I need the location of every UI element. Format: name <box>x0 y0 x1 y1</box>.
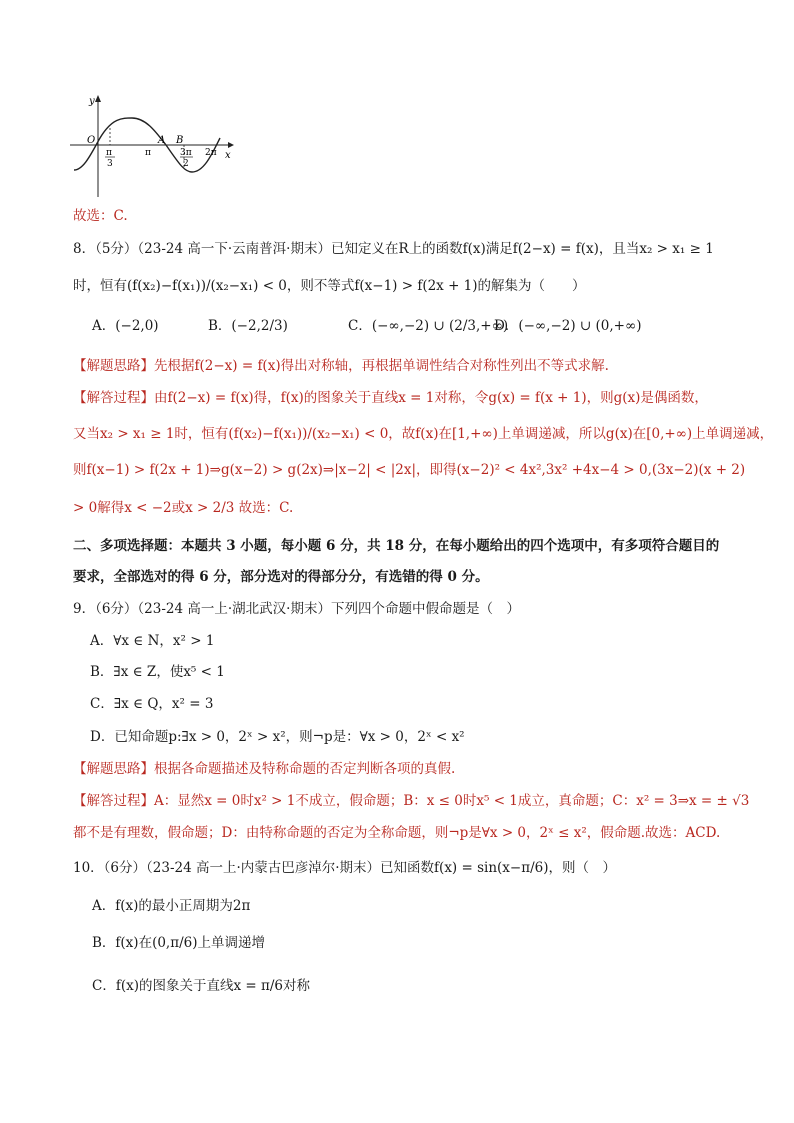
q8-option-d: D．(−∞,−2) ∪ (0,+∞) <box>494 318 642 334</box>
q8-hint: 【解题思路】先根据f(2−x) = f(x)得出对称轴，再根据单调性结合对称性列出不等式求解. <box>73 358 609 374</box>
label-y: y <box>89 96 95 107</box>
q9-hint: 【解题思路】根据各命题描述及特称命题的否定判断各项的真假. <box>73 761 456 777</box>
q8-option-c: C．(−∞,−2) ∪ (2/3,+∞) <box>348 318 509 334</box>
label-a: A <box>158 135 166 146</box>
label-2pi: 2π <box>205 148 217 158</box>
label-3pi2-den: 2 <box>183 159 189 169</box>
q8-option-b: B．(−2,2/3) <box>208 318 288 334</box>
q10-stem: 10．（6分）（23-24 高一上·内蒙古巴彦淖尔·期末）已知函数f(x) = sin(x−π/6)，则（ ） <box>73 860 617 876</box>
sine-graph <box>70 92 250 202</box>
label-3pi2-num: 3π <box>180 148 192 158</box>
label-x: x <box>225 150 231 161</box>
q8-option-a: A．(−2,0) <box>92 318 159 334</box>
q9-option-b: B．∃x ∈ Z，使x⁵ < 1 <box>90 664 225 680</box>
label-pi: π <box>145 148 151 158</box>
q9-option-a: A．∀x ∈ N，x² > 1 <box>90 633 215 649</box>
y-axis-arrow <box>95 95 101 102</box>
section-2-instructions: 要求，全部选对的得 6 分，部分选对的得部分分，有选错的得 0 分。 <box>73 569 489 585</box>
q10-option-a: A．f(x)的最小正周期为2π <box>92 898 251 914</box>
q8-solution-4: > 0解得x < −2或x > 2/3 故选：C. <box>73 500 294 516</box>
label-pi3-num: π <box>106 148 112 158</box>
q9-solution-1: 【解答过程】A：显然x = 0时x² > 1不成立，假命题；B：x ≤ 0时x⁵ < 1成立，真命题；C：x² = 3⇒x = ± √3 <box>73 793 750 809</box>
q9-stem: 9．（6分）（23-24 高一上·湖北武汉·期末）下列四个命题中假命题是（ ） <box>73 601 520 617</box>
q8-stem-1: 8．（5分）（23-24 高一下·云南普洱·期末）已知定义在R上的函数f(x)满足f(2−x) = f(x)，且当x₂ > x₁ ≥ 1 <box>73 241 714 257</box>
q9-option-d: D．已知命题p:∃x > 0，2ˣ > x²，则¬p是：∀x > 0，2ˣ < x² <box>90 729 465 745</box>
label-o: O <box>87 135 96 146</box>
q10-option-b: B．f(x)在(0,π/6)上单调递增 <box>92 935 265 951</box>
q8-solution-1: 【解答过程】由f(2−x) = f(x)得，f(x)的图象关于直线x = 1对称，令g(x) = f(x + 1)，则g(x)是偶函数， <box>73 390 708 406</box>
q10-option-c: C．f(x)的图象关于直线x = π/6对称 <box>92 978 310 994</box>
q9-option-c: C．∃x ∈ Q，x² = 3 <box>90 696 214 712</box>
label-pi3-den: 3 <box>107 159 113 169</box>
x-axis-arrow <box>228 142 234 148</box>
q8-solution-2: 又当x₂ > x₁ ≥ 1时，恒有(f(x₂)−f(x₁))/(x₂−x₁) < 0，故f(x)在[1,+∞)上单调递减，所以g(x)在[0,+∞)上单调递减， <box>73 426 774 442</box>
q8-stem-2: 时，恒有(f(x₂)−f(x₁))/(x₂−x₁) < 0，则不等式f(x−1) > f(2x + 1)的解集为（ ） <box>73 278 586 294</box>
q9-solution-2: 都不是有理数，假命题；D：由特称命题的否定为全称命题，则¬p是∀x > 0，2ˣ ≤ x²，假命题.故选：ACD. <box>73 825 721 841</box>
label-b: B <box>176 135 184 146</box>
section-2-heading: 二、多项选择题：本题共 3 小题，每小题 6 分，共 18 分，在每小题给出的四个选项中，有多项符合题目的 <box>73 538 720 554</box>
q7-answer: 故选：C. <box>73 208 128 224</box>
q8-solution-3: 则f(x−1) > f(2x + 1)⇒g(x−2) > g(2x)⇒|x−2| < |2x|，即得(x−2)² < 4x²,3x² +4x−4 > 0,(3x−2)(x + 2) <box>73 462 746 478</box>
